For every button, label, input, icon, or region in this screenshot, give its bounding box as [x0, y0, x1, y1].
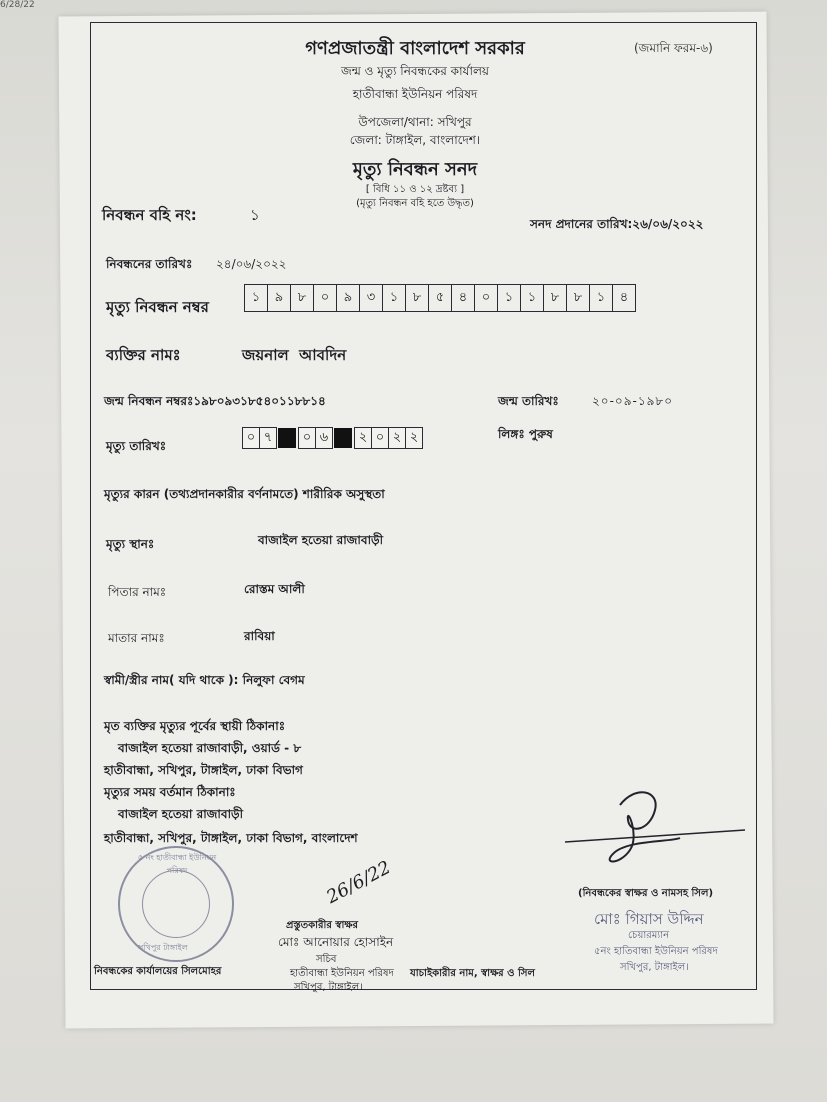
- signature-date: 26/6/22: [323, 856, 395, 909]
- father-name-value: রোস্তম আলী: [244, 582, 305, 596]
- seal-top-text: ৫ নং হাতীবান্ধা ইউনিয়ন পরিষদ: [137, 853, 217, 875]
- seal-bottom-text: সখিপুর টাঙ্গাইল: [138, 943, 188, 952]
- death-registration-digit: ০: [314, 285, 337, 311]
- preparer-title: সচিব: [316, 954, 337, 965]
- office-seal-label: নিবন্ধকের কার্যালয়ের সিলমোহর: [94, 966, 222, 977]
- death-date-label: মৃত্যু তারিখঃ: [106, 439, 167, 453]
- date-separator: [334, 428, 352, 448]
- registrar-title: চেয়ারম্যান: [628, 930, 670, 941]
- death-registration-digit: ৪: [452, 285, 475, 311]
- death-year-digit: ২: [405, 427, 423, 449]
- death-registration-digit: ৯: [337, 285, 360, 311]
- permanent-address-line2: হাতীবান্ধা, সখিপুর, টাঙ্গাইল, ঢাকা বিভাগ: [104, 763, 303, 777]
- gender: লিঙ্গঃ পুরুষ: [498, 427, 553, 441]
- death-registration-digit: ১: [498, 285, 521, 311]
- death-place-value: বাজাইল হতেয়া রাজাবাড়ী: [258, 533, 384, 547]
- birth-date-label: জন্ম তারিখঃ: [498, 394, 559, 408]
- registrar-office: ৫নং হাতিবান্ধা ইউনিয়ন পরিষদ: [594, 946, 718, 957]
- book-number-label: নিবন্ধন বহি নং:: [102, 206, 197, 224]
- death-date-boxes: [242, 427, 422, 449]
- district-line: জেলা: টাঙ্গাইল, বাংলাদেশ।: [349, 133, 481, 147]
- death-registration-number: [244, 284, 636, 312]
- death-registration-digit: ৯: [268, 285, 291, 311]
- person-name-label: ব্যক্তির নামঃ: [106, 346, 181, 364]
- date-separator: [278, 428, 296, 448]
- office-name: জন্ম ও মৃত্যু নিবন্ধকের কার্যালয়: [341, 64, 489, 78]
- death-year-digit: ২: [388, 427, 406, 449]
- father-name-label: পিতার নামঃ: [108, 585, 167, 599]
- book-number-value: ১: [250, 206, 260, 224]
- current-address-line1: বাজাইল হতেয়া রাজাবাড়ী: [118, 807, 244, 821]
- current-address-line2: হাতীবান্ধা, সখিপুর, টাঙ্গাইল, ঢাকা বিভাগ, বাংলাদেশ: [104, 831, 358, 845]
- death-registration-digit: ১: [383, 285, 406, 311]
- form-number: (জমানি ফরম-৬): [634, 41, 713, 55]
- birth-date-value: ২০-০৯-১৯৮০: [592, 394, 674, 408]
- registrar-signature-label: (নিবন্ধকের স্বাক্ষর ও নামসহ সিল): [578, 888, 714, 899]
- death-registration-digit: ৪: [619, 289, 629, 305]
- death-registration-digit: ৮: [567, 285, 590, 311]
- death-registration-digit: ১: [590, 285, 613, 311]
- death-year-digit: ২: [354, 427, 372, 449]
- death-month-digit: ০: [298, 427, 316, 449]
- death-year-digit: ০: [371, 427, 389, 449]
- registrar-signature: [560, 780, 750, 880]
- death-registration-label: মৃত্যু নিবন্ধন নম্বর: [106, 298, 209, 316]
- preparer-place: সখিপুর, টাঙ্গাইল।: [294, 982, 363, 993]
- death-registration-digit: ৮: [544, 285, 567, 311]
- preparer-signature-label: প্রস্তুতকারীর স্বাক্ষর: [286, 920, 358, 931]
- death-registration-digit: ৩: [360, 285, 383, 311]
- current-address-label: মৃত্যুর সময় বর্তমান ঠিকানাঃ: [104, 785, 236, 799]
- death-registration-digit: ৮: [291, 285, 314, 311]
- government-title: গণপ্রজাতন্ত্রী বাংলাদেশ সরকার: [305, 38, 525, 59]
- death-registration-digit: ৮: [406, 285, 429, 311]
- person-name-value: জয়নাল আবদিন: [242, 346, 347, 364]
- spouse-name: স্বামী/স্ত্রীর নাম( যদি থাকে ): নিলুফা বেগম: [104, 673, 305, 687]
- verifier-label: যাচাইকারীর নাম, স্বাক্ষর ও সিল: [410, 968, 535, 979]
- certificate-title: মৃত্যু নিবন্ধন সনদ: [352, 159, 478, 180]
- source-note: (মৃত্যু নিবন্ধন বহি হতে উদ্ধৃত): [356, 198, 474, 209]
- permanent-address-label: মৃত ব্যক্তির মৃত্যুর পূর্বের স্থায়ী ঠিকানাঃ: [104, 719, 286, 733]
- death-registration-digit: ৫: [429, 285, 452, 311]
- mother-name-value: রাবিয়া: [244, 629, 275, 643]
- birth-registration: জন্ম নিবন্ধন নম্বরঃ১৯৮০৯৩১৮৫৪০১১৮৮১৪: [104, 394, 326, 408]
- upazila-line: উপজেলা/থানা: সখিপুর: [358, 115, 472, 129]
- registration-date-label: নিবন্ধনের তারিখঃ: [106, 257, 193, 271]
- issue-date: সনদ প্রদানের তারিখ:২৬/০৬/২০২২: [530, 217, 704, 231]
- death-registration-digit: ১: [521, 285, 544, 311]
- union-name: হাতীবান্ধা ইউনিয়ন পরিষদ: [352, 87, 478, 101]
- union-parishad-seal: [118, 846, 234, 962]
- permanent-address-line1: বাজাইল হতেয়া রাজাবাড়ী, ওয়ার্ড - ৮: [118, 741, 302, 755]
- death-day-digit: ০: [242, 427, 260, 449]
- photo-edge-text: 6/28/22: [0, 0, 35, 10]
- death-cause: মৃত্যুর কারন (তথ্যপ্রদানকারীর বর্ণনামতে) শারীরিক অসুস্থতা: [104, 487, 385, 501]
- registrar-name: মোঃ গিয়াস উদ্দিন: [594, 910, 704, 928]
- preparer-office: হাতীবান্ধা ইউনিয়ন পরিষদ: [290, 968, 394, 979]
- death-registration-digit: ১: [245, 285, 268, 311]
- registrar-place: সখিপুর, টাঙ্গাইল।: [620, 962, 689, 973]
- rule-reference: [ বিধি ১১ ও ১২ দ্রষ্টব্য ]: [365, 184, 465, 195]
- death-day-digit: ৭: [259, 427, 277, 449]
- death-month-digit: ৬: [315, 427, 333, 449]
- death-registration-digit: ০: [475, 285, 498, 311]
- preparer-name: মোঃ আনোয়ার হোসাইন: [278, 935, 394, 949]
- registration-date-value: ২৪/০৬/২০২২: [216, 257, 287, 271]
- mother-name-label: মাতার নামঃ: [108, 631, 165, 645]
- seal-emblem: [142, 870, 210, 938]
- death-place-label: মৃত্যু স্থানঃ: [106, 537, 155, 551]
